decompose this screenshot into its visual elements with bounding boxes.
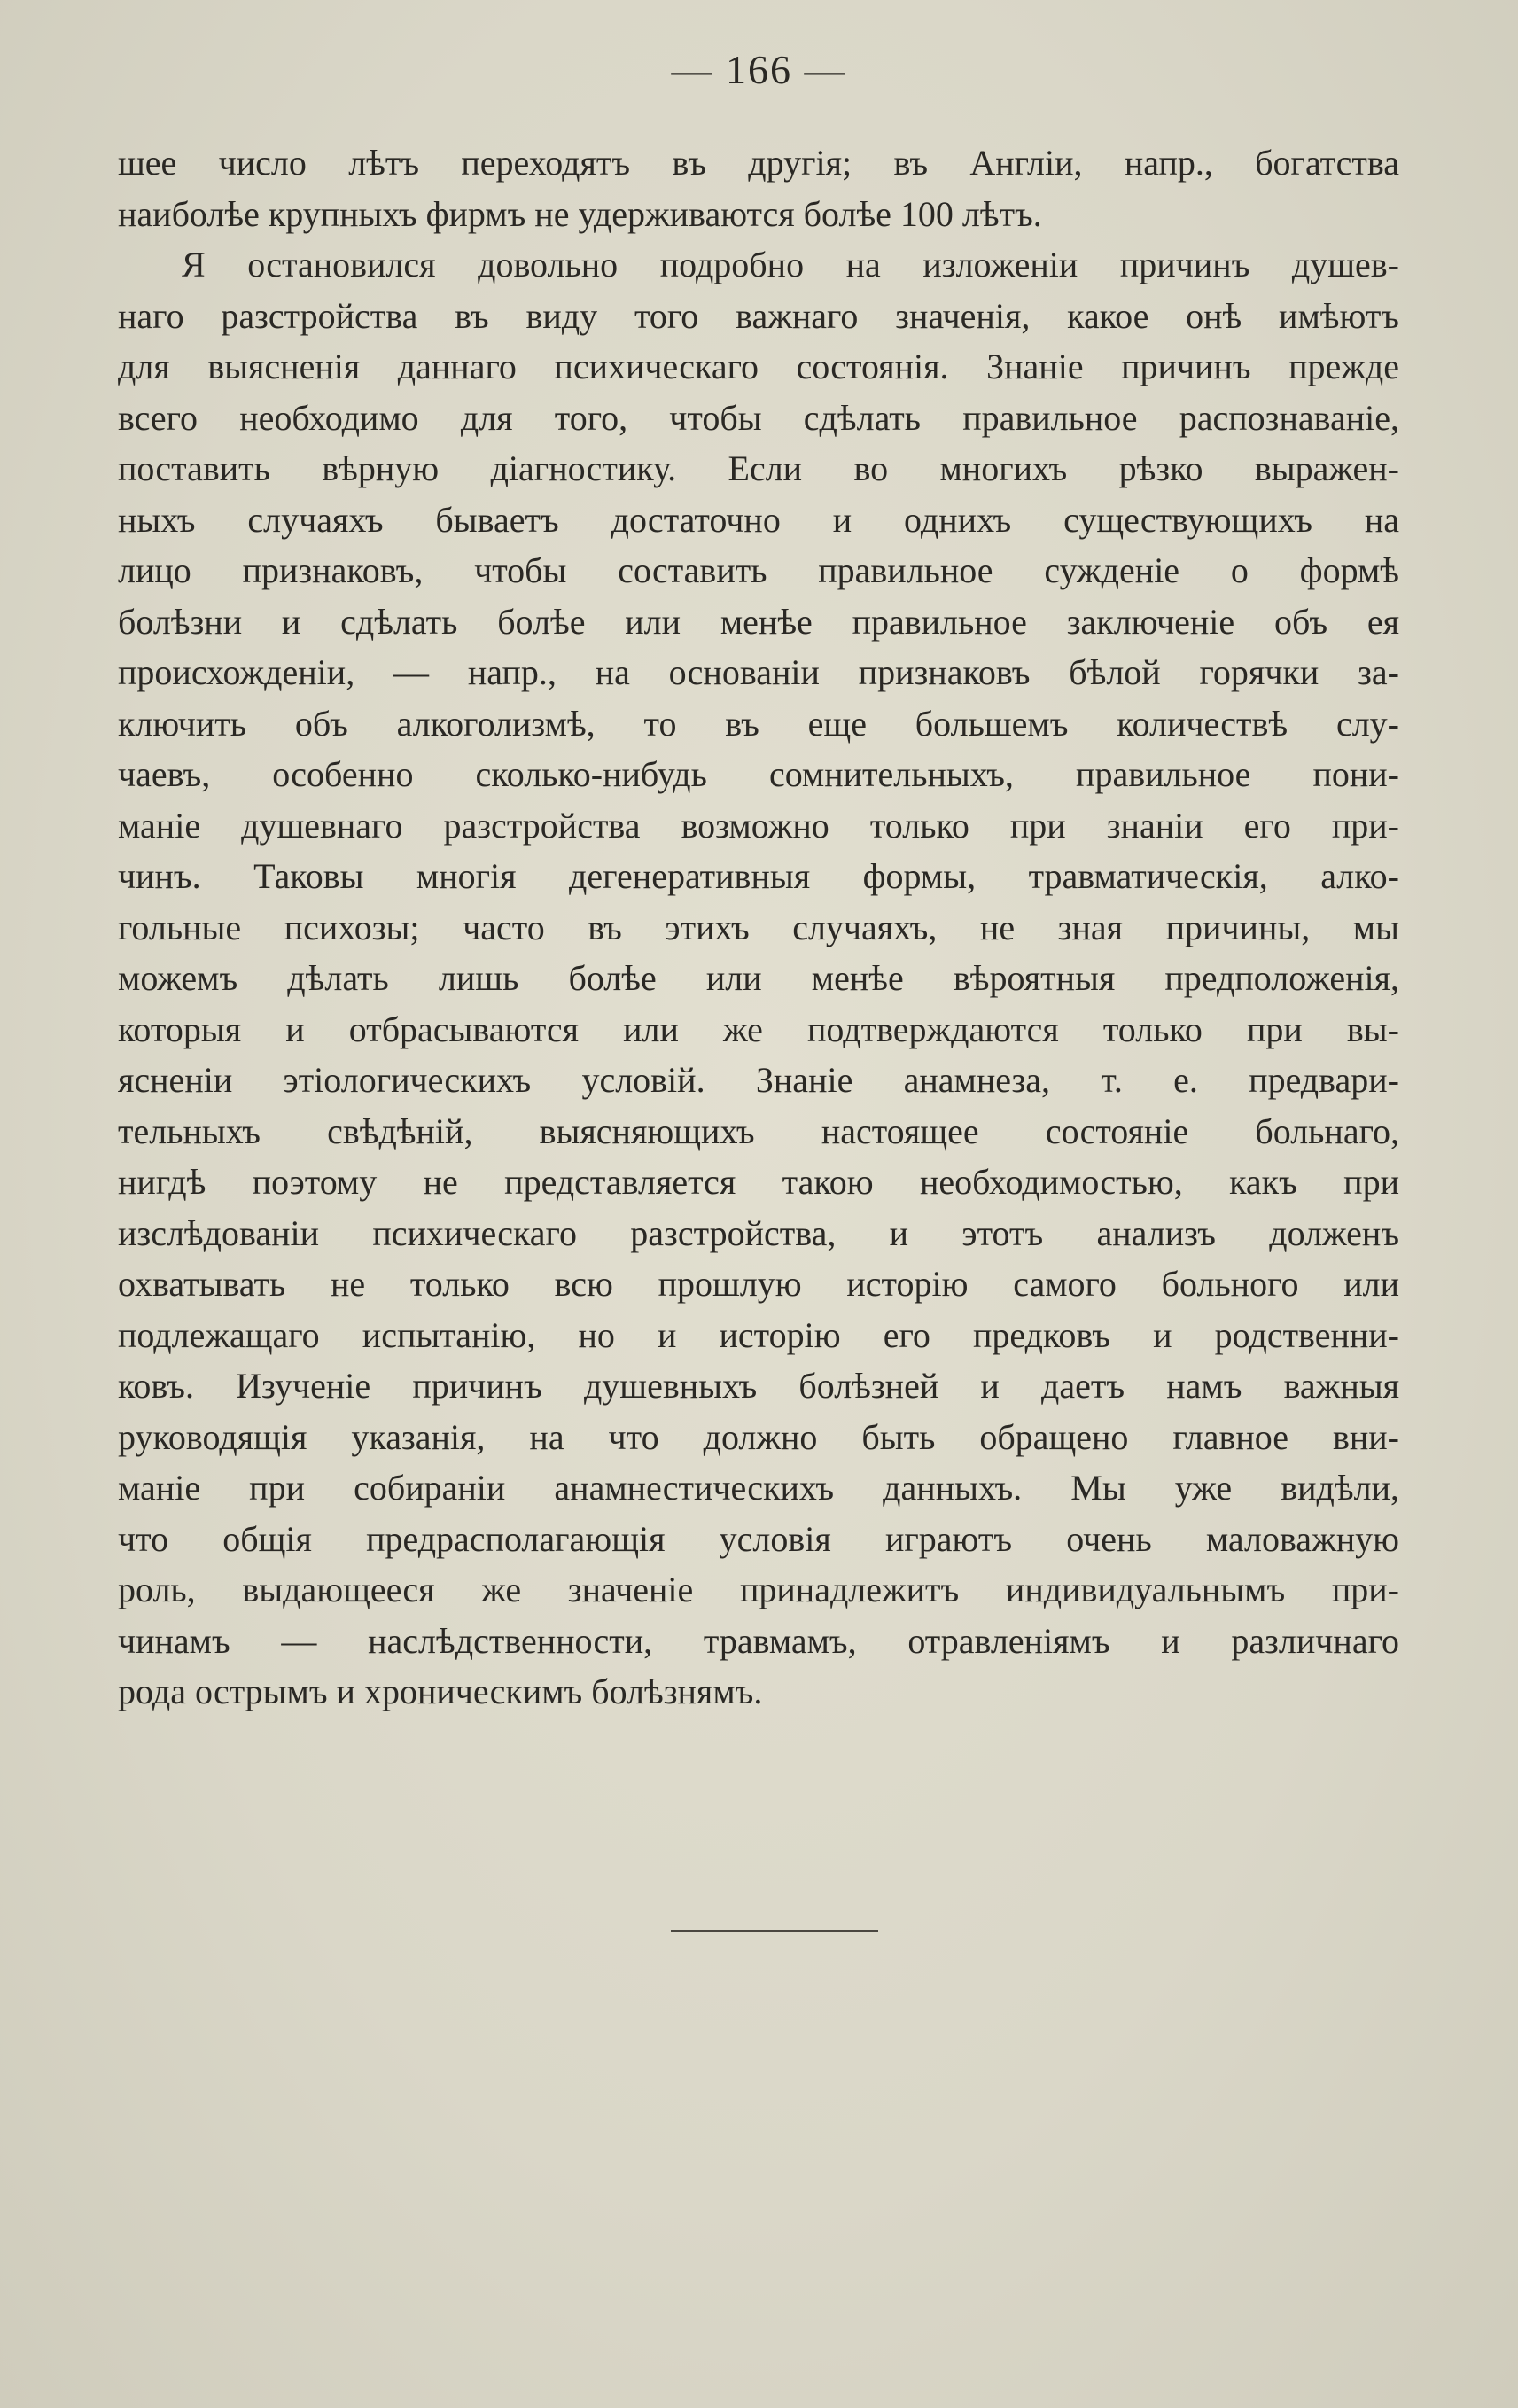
text-line: подлежащаго испытанію, но и исторію его предковъ и родственни- [118, 1314, 1399, 1355]
text-line: тельныхъ свѣдѣній, выясняющихъ настоящее состояніе больнаго, [118, 1110, 1399, 1151]
text-line: ныхъ случаяхъ бываетъ достаточно и однихъ существующихъ на [118, 499, 1399, 540]
text-line: роль, выдающееся же значеніе принадлежитъ индивидуальнымъ при- [118, 1570, 1399, 1609]
text-line: нигдѣ поэтому не представляется такою необходимостью, какъ при [118, 1162, 1399, 1202]
text-line: всего необходимо для того, чтобы сдѣлать правильное распознаваніе, [118, 397, 1399, 438]
text-line: чинъ. Таковы многія дегенеративныя формы, травматическія, алко- [118, 856, 1399, 896]
text-line: маніе душевнаго разстройства возможно только при знаніи его при- [118, 805, 1399, 846]
text-line: лицо признаковъ, чтобы составить правильное сужденіе о формѣ [118, 550, 1399, 590]
text-line: можемъ дѣлать лишь болѣе или менѣе вѣроятныя предположенія, [118, 958, 1399, 998]
text-line: которыя и отбрасываются или же подтверждаются только при вы- [118, 1009, 1399, 1049]
text-line: наго разстройства въ виду того важнаго значенія, какое онѣ имѣютъ [118, 295, 1399, 336]
text-line: ковъ. Изученіе причинъ душевныхъ болѣзней и даетъ намъ важныя [118, 1366, 1399, 1406]
text-line: изслѣдованіи психическаго разстройства, и этотъ анализъ долженъ [118, 1212, 1399, 1253]
page-number: — 166 — [671, 47, 847, 92]
text-line: поставить вѣрную діагностику. Если во многихъ рѣзко выражен- [118, 448, 1399, 488]
text-line: болѣзни и сдѣлать болѣе или менѣе правильное заключеніе объ ея [118, 601, 1399, 642]
text-line: маніе при собираніи анамнестическихъ данныхъ. Мы уже видѣли, [118, 1468, 1399, 1508]
text-line: для выясненія даннаго психическаго состоянія. Знаніе причинъ прежде [118, 347, 1399, 386]
text-line: шее число лѣтъ переходятъ въ другія; въ Англіи, напр., богатства [118, 143, 1399, 183]
text-line: Я остановился довольно подробно на изложеніи причинъ душев- [182, 245, 1399, 284]
text-line: ключить объ алкоголизмѣ, то въ еще большемъ количествѣ слу- [118, 703, 1399, 744]
section-separator-rule [671, 1930, 878, 1932]
text-line: охватывать не только всю прошлую исторію самого больного или [118, 1264, 1399, 1304]
text-line: чинамъ — наслѣдственности, травмамъ, отравленіямъ и различнаго [118, 1620, 1399, 1661]
text-line: происхожденіи, — напр., на основаніи признаковъ бѣлой горячки за- [118, 652, 1399, 692]
text-line: что общія предрасполагающія условія играютъ очень маловажную [118, 1518, 1399, 1559]
text-line: руководящія указанія, на что должно быть обращено главное вни- [118, 1416, 1399, 1457]
body-text [118, 137, 1399, 1718]
text-line: рода острымъ и хроническимъ болѣзнямъ. [118, 1672, 763, 1711]
text-line: чаевъ, особенно сколько-нибудь сомнительныхъ, правильное пони- [118, 754, 1399, 794]
text-line: ясненіи этіологическихъ условій. Знаніе анамнеза, т. е. предвари- [118, 1060, 1399, 1100]
text-line: наиболѣе крупныхъ фирмъ не удерживаются болѣе 100 лѣтъ. [118, 193, 1042, 234]
text-line: гольные психозы; часто въ этихъ случаяхъ, не зная причины, мы [118, 907, 1399, 947]
